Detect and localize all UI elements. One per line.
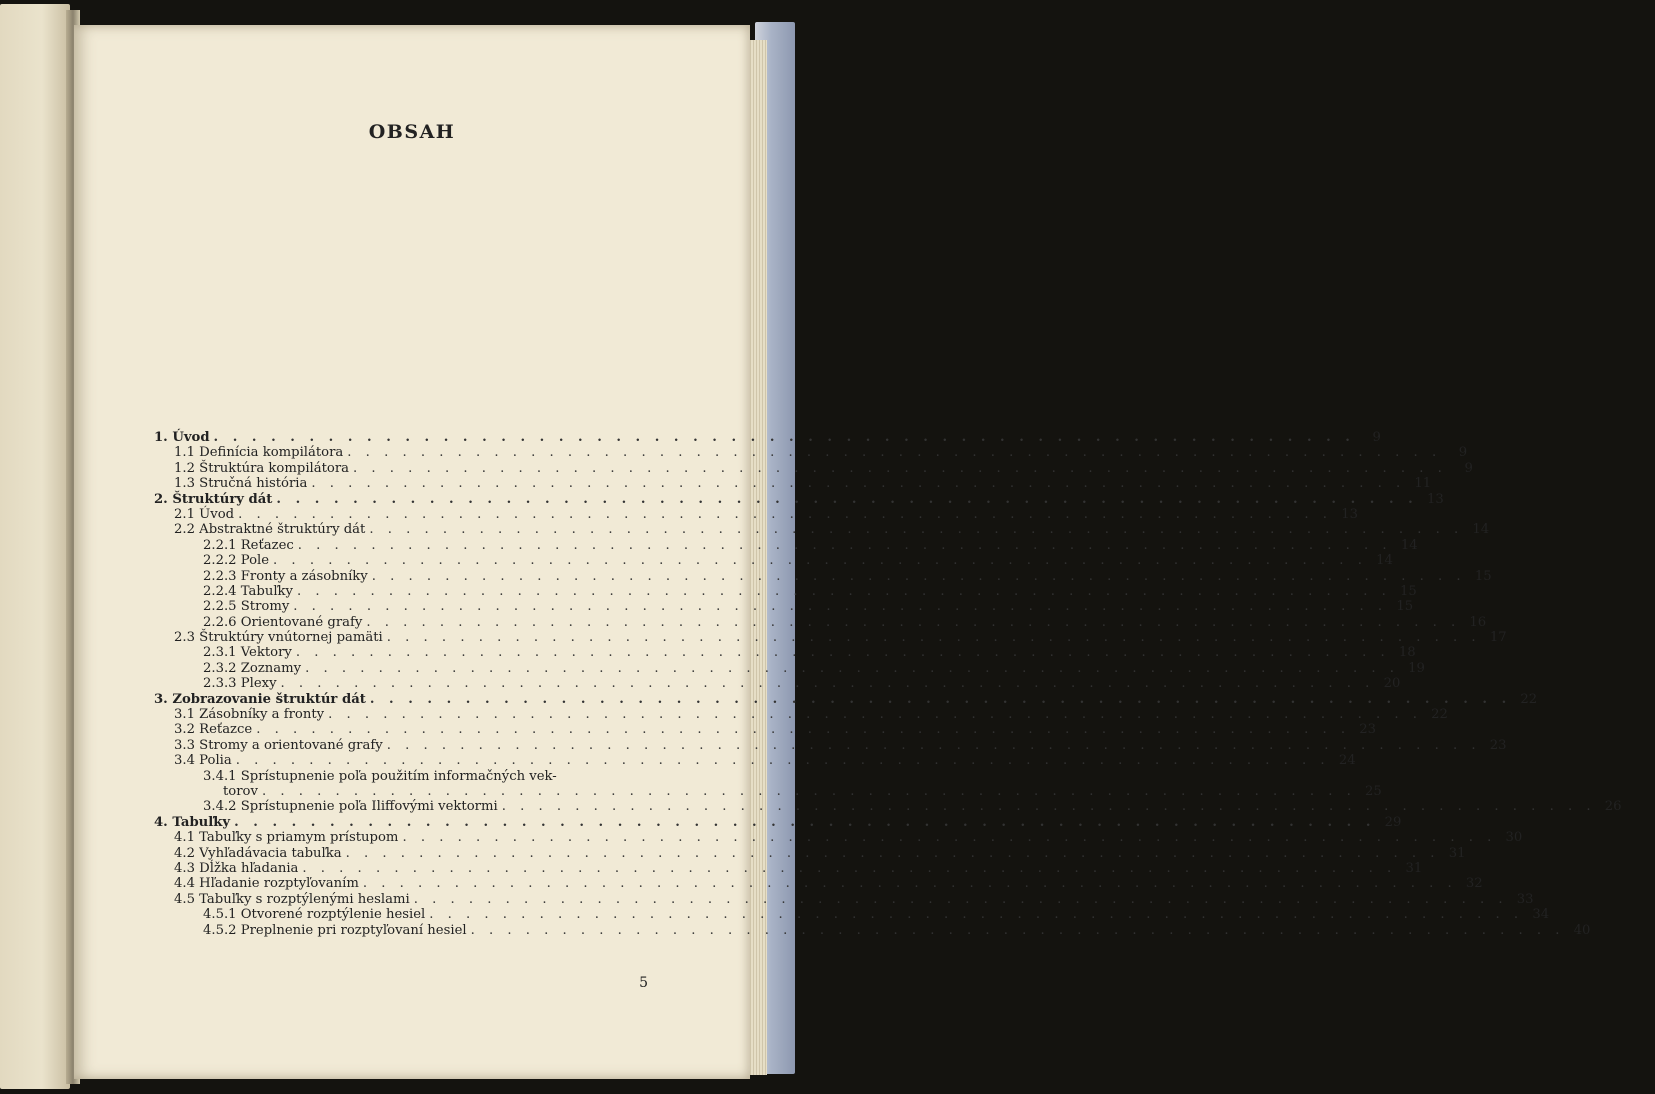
toc-leader-dots: . . . . . . . . . . . . . . . . . . . . . . . . . . . . . . . . . . . . . . . . . . . . . . . . . . . . . . . . . . . . — [238, 506, 1332, 522]
toc-entry-row — [154, 876, 1483, 892]
toc-entry-label: 3.4 Polia — [174, 753, 232, 769]
toc-page-number: 14 — [1472, 522, 1490, 538]
toc-entry-row — [154, 907, 1550, 923]
toc-leader-dots: . . . . . . . . . . . . . . . . . . . . . . . . . . . . . . . . . . . . . . . . . . . . . . . . . . . . . . . . . . . . — [345, 845, 1440, 861]
toc-entry-label: 2.3.3 Plexy — [203, 676, 277, 692]
toc-entry-label: 2.2 Abstraktné štruktúry dát — [174, 522, 366, 538]
toc-leader-dots: . . . . . . . . . . . . . . . . . . . . . . . . . . . . . . . . . . . . . . . . . . . . . . . . . . . . . . . . . . . . — [296, 583, 1391, 599]
toc-entry-label: 3.4.2 Sprístupnenie poľa Iliffovými vektormi — [203, 799, 498, 815]
toc-entry-label: 1.2 Štruktúra kompilátora — [174, 460, 350, 476]
toc-entry-row — [154, 614, 1487, 630]
toc-page-number: 31 — [1405, 860, 1423, 876]
toc-leader-dots: . . . . . . . . . . . . . . . . . . . . . . . . . . . . . . . . . . . . . . . . . . . . . . . . . . . . . . . . . . . . — [213, 430, 1355, 445]
toc-entry-row — [154, 630, 1507, 646]
toc-leader-dots: . . . . . . . . . . . . . . . . . . . . . . . . . . . . . . . . . . . . . . . . . . . . . . . . . . . . . . . . . . . . — [347, 445, 1442, 461]
toc-page-number: 19 — [1408, 660, 1425, 676]
toc-entry-label: 4.5 Tabuľky s rozptýlenými heslami — [174, 891, 410, 907]
toc-page-number: 17 — [1489, 630, 1507, 646]
toc-entry-row — [154, 891, 1534, 907]
toc-page-number: 30 — [1505, 830, 1523, 846]
toc-entry-label: 3. Zobrazovanie štruktúr dát — [154, 691, 366, 707]
toc-entry-label: 4.1 Tabuľky s priamym prístupom — [174, 830, 399, 846]
toc-chapter-row — [154, 814, 1402, 830]
toc-page-number: 9 — [1372, 430, 1381, 445]
toc-entry-row — [154, 922, 1591, 938]
toc-leader-dots: . . . . . . . . . . . . . . . . . . . . . . . . . . . . . . . . . . . . . . . . . . . . . . . . . . . . . . . . . . . . — [295, 645, 1390, 661]
toc-leader-dots: . . . . . . . . . . . . . . . . . . . . . . . . . . . . . . . . . . . . . . . . . . . . . . . . . . . . . . . . . . . . — [280, 676, 1375, 692]
toc-leader-dots: . . . . . . . . . . . . . . . . . . . . . . . . . . . . . . . . . . . . . . . . . . . . . . . . . . . . . . . . . . . . — [366, 614, 1461, 630]
toc-leader-dots: . . . . . . . . . . . . . . . . . . . . . . . . . . . . . . . . . . . . . . . . . . . . . . . . . . . . . . . . . . . . — [402, 830, 1497, 846]
toc-entry-row — [154, 845, 1466, 861]
toc-entry-label: 2.2.1 Reťazec — [203, 537, 294, 553]
toc-page-number: 29 — [1384, 814, 1402, 830]
toc-entry-label: 4.5.2 Preplnenie pri rozptyľovaní hesiel — [203, 922, 467, 938]
toc-entry-row — [154, 553, 1393, 569]
toc-page-number: 40 — [1573, 922, 1591, 938]
toc-entry-label: 4.4 Hľadanie rozptyľovaním — [174, 876, 359, 892]
toc-page-number: 9 — [1464, 460, 1473, 476]
toc-entry-label: 4.5.1 Otvorené rozptýlenie hesiel — [203, 907, 426, 923]
toc-entry-label: 4.3 Dĺžka hľadania — [174, 860, 299, 876]
toc-leader-dots: . . . . . . . . . . . . . . . . . . . . . . . . . . . . . . . . . . . . . . . . . . . . . . . . . . . . . . . . . . . . — [470, 922, 1565, 938]
toc-leader-dots: . . . . . . . . . . . . . . . . . . . . . . . . . . . . . . . . . . . . . . . . . . . . . . . . . . . . . . . . . . . . — [234, 814, 1376, 830]
toc-entry-row — [154, 568, 1492, 584]
toc-entry-row — [154, 799, 1622, 815]
toc-entry-row — [154, 722, 1377, 738]
toc-page-number: 23 — [1359, 722, 1377, 738]
toc-entry-row — [154, 645, 1416, 661]
toc-entry-label: 2.1 Úvod — [174, 506, 235, 522]
toc-leader-dots: . . . . . . . . . . . . . . . . . . . . . . . . . . . . . . . . . . . . . . . . . . . . . . . . . . . . . . . . . . . . — [297, 537, 1392, 553]
toc-entry-row — [154, 676, 1401, 692]
toc-entry-row — [154, 506, 1358, 522]
toc-leader-dots: . . . . . . . . . . . . . . . . . . . . . . . . . . . . . . . . . . . . . . . . . . . . . . . . . . . . . . . . . . . . — [256, 722, 1351, 738]
toc-leader-dots: . . . . . . . . . . . . . . . . . . . . . . . . . . . . . . . . . . . . . . . . . . . . . . . . . . . . . . . . . . . . — [413, 891, 1508, 907]
toc-page-number: 14 — [1376, 553, 1393, 569]
toc-page-number: 24 — [1338, 753, 1356, 769]
toc-entry-row — [154, 476, 1432, 492]
toc-entry-label: 2.3 Štruktúry vnútornej pamäti — [174, 630, 383, 646]
toc-page-number: 20 — [1383, 676, 1401, 692]
toc-page-number: 34 — [1532, 907, 1550, 923]
toc-entry-label: 1.1 Definícia kompilátora — [174, 445, 344, 461]
toc-page-number: 15 — [1400, 583, 1417, 599]
toc-leader-dots: . . . . . . . . . . . . . . . . . . . . . . . . . . . . . . . . . . . . . . . . . . . . . . . . . . . . . . . . . . . . — [328, 707, 1422, 723]
toc-page-number: 32 — [1465, 876, 1483, 892]
toc-leader-dots: . . . . . . . . . . . . . . . . . . . . . . . . . . . . . . . . . . . . . . . . . . . . . . . . . . . . . . . . . . . . — [302, 860, 1397, 876]
toc-entry-row — [154, 660, 1425, 676]
toc-leader-dots: . . . . . . . . . . . . . . . . . . . . . . . . . . . . . . . . . . . . . . . . . . . . . . . . . . . . . . . . . . . . — [371, 568, 1466, 584]
toc-page-number: 16 — [1469, 614, 1487, 630]
toc-leader-dots: . . . . . . . . . . . . . . . . . . . . . . . . . . . . . . . . . . . . . . . . . . . . . . . . . . . . . . . . . . . . — [235, 753, 1330, 769]
toc-page-number: 11 — [1414, 476, 1432, 492]
toc-entry-row — [154, 860, 1423, 876]
toc-entry-row — [154, 769, 648, 784]
toc-entry-label: 3.3 Stromy a orientované grafy — [174, 737, 383, 753]
toc-entry-label: 4. Tabuľky — [154, 814, 231, 830]
toc-entry-row — [154, 783, 1382, 799]
toc-leader-dots: . . . . . . . . . . . . . . . . . . . . . . . . . . . . . . . . . . . . . . . . . . . . . . . . . . . . . . . . . . . . — [429, 907, 1524, 923]
toc-leader-dots: . . . . . . . . . . . . . . . . . . . . . . . . . . . . . . . . . . . . . . . . . . . . . . . . . . . . . . . . . . . . — [311, 476, 1406, 492]
toc-entry-label: 2.3.1 Vektory — [203, 645, 292, 661]
toc-page-number: 13 — [1426, 491, 1444, 507]
toc-page-number: 13 — [1341, 506, 1358, 522]
toc-page-number: 26 — [1604, 799, 1622, 815]
page-title: OBSAH — [368, 121, 456, 143]
toc-page-number: 22 — [1431, 707, 1448, 723]
toc-leader-dots: . . . . . . . . . . . . . . . . . . . . . . . . . . . . . . . . . . . . . . . . . . . . . . . . . . . . . . . . . . . . — [353, 460, 1447, 476]
toc-entry-row — [154, 583, 1417, 599]
toc-entry-label: 3.4.1 Sprístupnenie poľa použitím informačných vek- — [203, 768, 557, 784]
toc-entry-row — [154, 599, 1414, 615]
toc-entry-row — [154, 737, 1507, 753]
toc-leader-dots: . . . . . . . . . . . . . . . . . . . . . . . . . . . . . . . . . . . . . . . . . . . . . . . . . . . . . . . . . . . . — [305, 660, 1399, 676]
toc-leader-dots: . . . . . . . . . . . . . . . . . . . . . . . . . . . . . . . . . . . . . . . . . . . . . . . . . . . . . . . . . . . . — [501, 799, 1596, 815]
toc-page-number: 15 — [1474, 568, 1492, 584]
toc-entry-label: 3.1 Zásobníky a fronty — [174, 707, 325, 723]
previous-page-edge — [0, 4, 70, 1089]
toc-entry-row — [154, 830, 1523, 846]
toc-page-number: 18 — [1398, 645, 1416, 661]
toc-entry-row — [154, 707, 1448, 723]
toc-entry-label: 2.2.2 Pole — [203, 553, 270, 569]
toc-entry-label: 2.2.5 Stromy — [203, 599, 290, 615]
toc-page-number: 14 — [1400, 537, 1418, 553]
toc-page-number: 31 — [1448, 845, 1466, 861]
toc-page-number: 33 — [1516, 891, 1534, 907]
toc-leader-dots: . . . . . . . . . . . . . . . . . . . . . . . . . . . . . . . . . . . . . . . . . . . . . . . . . . . . . . . . . . . . — [369, 522, 1464, 538]
toc-page-number: 9 — [1458, 445, 1468, 461]
toc-entry-label: torov — [223, 783, 258, 799]
toc-entry-label: 4.2 Vyhľadávacia tabuľka — [174, 845, 342, 861]
toc-entry-label: 2.3.2 Zoznamy — [203, 660, 302, 676]
toc-leader-dots: . . . . . . . . . . . . . . . . . . . . . . . . . . . . . . . . . . . . . . . . . . . . . . . . . . . . . . . . . . . . — [386, 630, 1481, 646]
toc-entry-label: 1.3 Stručná história — [174, 476, 308, 492]
toc-leader-dots: . . . . . . . . . . . . . . . . . . . . . . . . . . . . . . . . . . . . . . . . . . . . . . . . . . . . . . . . . . . . — [261, 783, 1356, 799]
toc-page-number: 22 — [1520, 691, 1538, 707]
toc-entry-label: 2. Štruktúry dát — [154, 491, 273, 507]
toc-entry-row — [154, 522, 1490, 538]
toc-leader-dots: . . . . . . . . . . . . . . . . . . . . . . . . . . . . . . . . . . . . . . . . . . . . . . . . . . . . . . . . . . . . — [369, 691, 1512, 707]
toc-entry-label: 2.2.4 Tabuľky — [203, 583, 293, 599]
toc-entry-row — [154, 753, 1356, 769]
toc-leader-dots: . . . . . . . . . . . . . . . . . . . . . . . . . . . . . . . . . . . . . . . . . . . . . . . . . . . . . . . . . . . . — [386, 737, 1481, 753]
toc-chapter-row — [154, 430, 1381, 445]
toc-entry-row — [154, 460, 1473, 476]
toc-chapter-row — [154, 491, 1444, 507]
toc-page-number: 15 — [1396, 599, 1414, 615]
toc-entry-row — [154, 445, 1468, 461]
toc-entry-label: 1. Úvod — [154, 430, 210, 445]
toc-entry-label: 2.2.6 Orientované grafy — [203, 614, 363, 630]
toc-leader-dots: . . . . . . . . . . . . . . . . . . . . . . . . . . . . . . . . . . . . . . . . . . . . . . . . . . . . . . . . . . . . — [362, 876, 1457, 892]
toc-leader-dots: . . . . . . . . . . . . . . . . . . . . . . . . . . . . . . . . . . . . . . . . . . . . . . . . . . . . . . . . . . . . — [276, 491, 1418, 507]
toc-entry-row — [154, 537, 1418, 553]
toc-entry-label: 3.2 Reťazce — [174, 722, 253, 738]
book-page — [74, 25, 1622, 1079]
page-number: 5 — [639, 975, 648, 991]
toc-page-number: 25 — [1365, 783, 1382, 799]
table-of-contents — [154, 430, 1622, 938]
toc-leader-dots: . . . . . . . . . . . . . . . . . . . . . . . . . . . . . . . . . . . . . . . . . . . . . . . . . . . . . . . . . . . . — [293, 599, 1388, 615]
toc-entry-label: 2.2.3 Fronty a zásobníky — [203, 568, 368, 584]
toc-page-number: 23 — [1489, 737, 1507, 753]
toc-leader-dots: . . . . . . . . . . . . . . . . . . . . . . . . . . . . . . . . . . . . . . . . . . . . . . . . . . . . . . . . . . . . — [273, 553, 1367, 569]
toc-chapter-row — [154, 691, 1538, 707]
